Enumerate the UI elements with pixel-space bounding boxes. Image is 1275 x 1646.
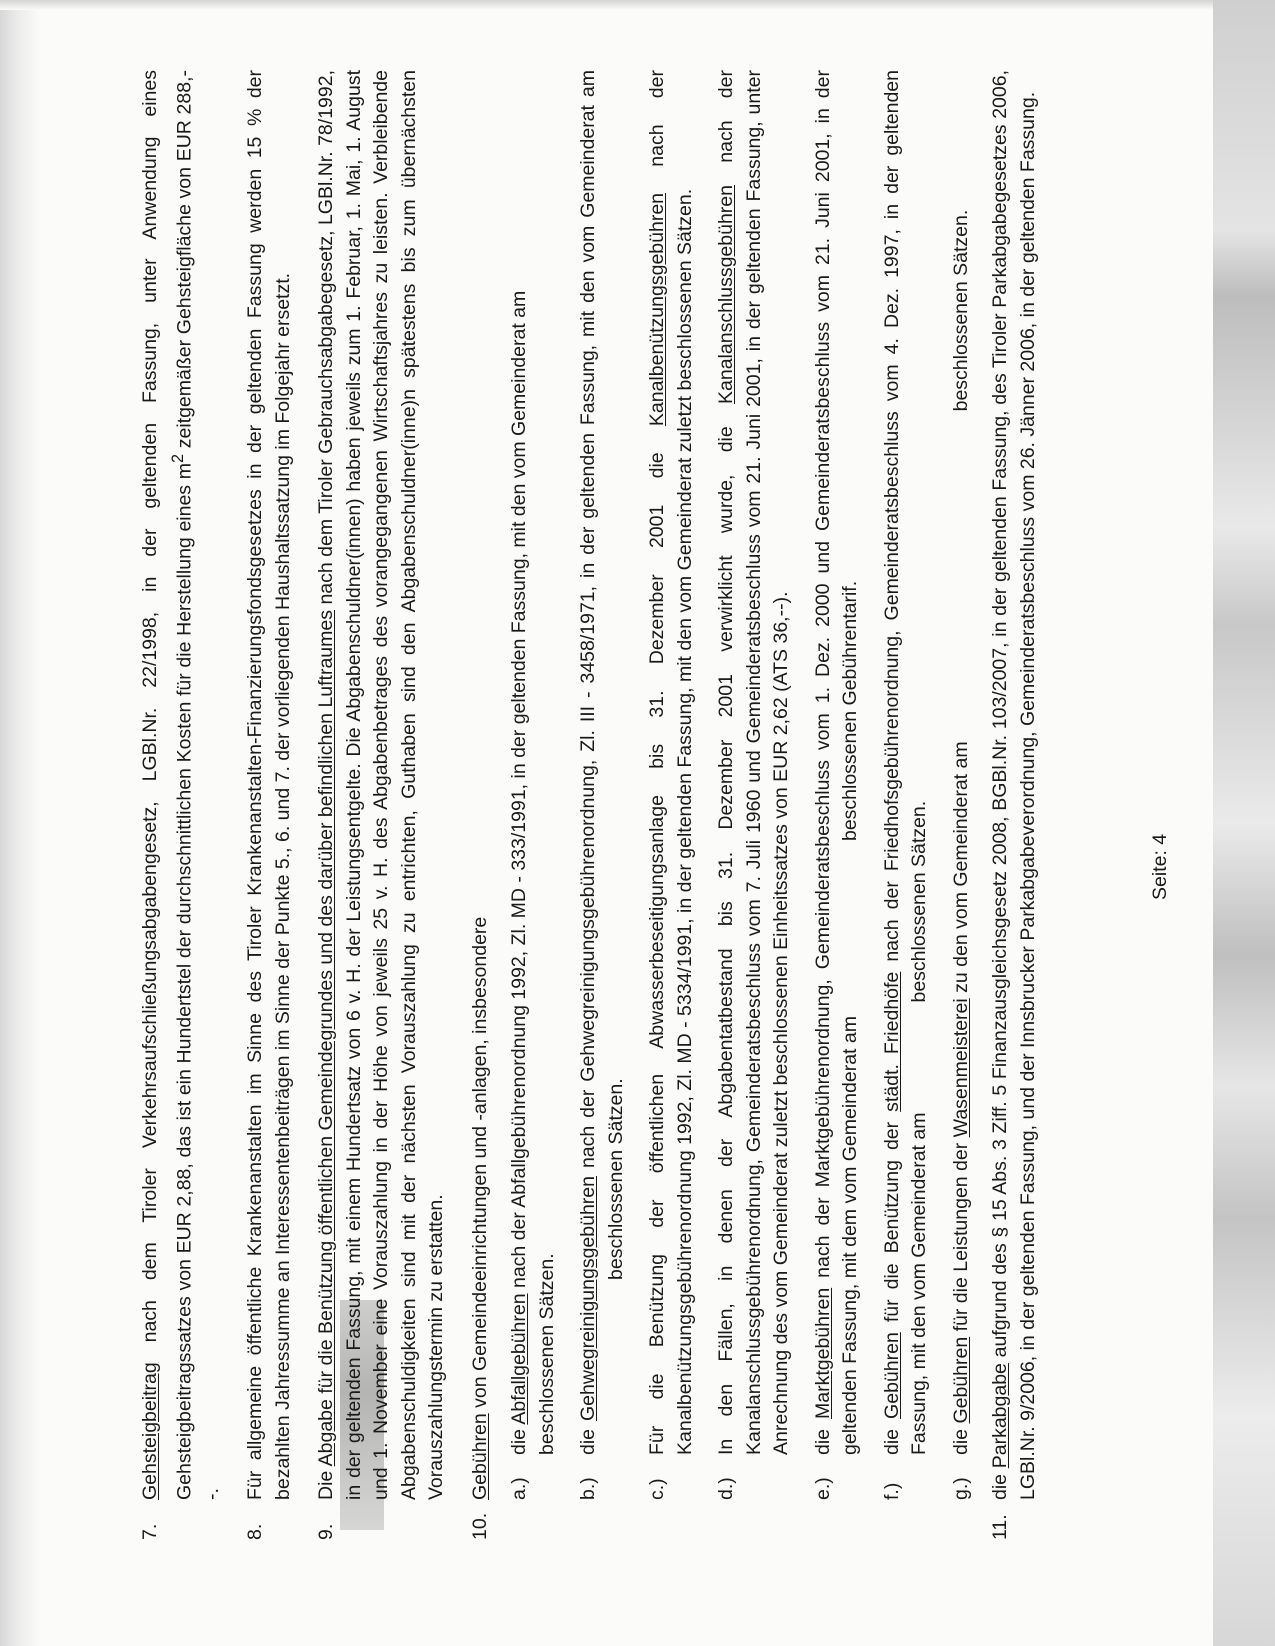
item-text: Gehsteigbeitrag nach dem Tiroler Verkehrsaufschließungsabgabengesetz, LGBl.Nr. 22/1998, in der geltenden Fassung, unter Anwendung eines Gehsteigbeitragssatzes von EUR 2,88, das ist ein Hundertstel der durchschnittlichen Kosten für die Herstellung eines $m^2$ zeitgemäßer Gehsteigfläche von EUR 288,--. — [139, 70, 223, 1500]
item-9 — [313, 70, 451, 1540]
item-number: 7. — [139, 1523, 161, 1540]
sub-item-d: d.) In den Fällen, in denen der Abgabentatbestand bis 31. Dezember 2001 verwirklicht wurde, die Kanalanschlussgebühren nach der Kanalanschlussgebührenordnung, Gemeinderatsbeschluss vom 7. Juli 1960 und Gemeinderatsbeschluss vom 21. Juni 2001, in der geltenden Fassung, unter Anrechnung des vom Gemeinderat zuletzt beschlossenen Einheitssatzes von EUR 2,62 (ATS 36,--). — [715, 70, 792, 1500]
item-number: 8. — [244, 1523, 266, 1540]
item-text: Die Abgabe für die Benützung öffentlichen Gemeindegrundes und des darüber befindlichen Luftraumes nach dem Tiroler Gebrauchsabgabegesetz, LGBl.Nr. 78/1992, in der geltenden Fassung, mit einem Hundertsatz von 6 v. H. der Leistungsentgelte. Die Abgabenschuldner(innen) haben jeweils zum 1. Februar, 1. Mai, 1. August und 1. November eine Vorauszahlung in der Höhe von jeweils 25 v. H. des Abgabenbetrages des vorangegangenen Wirtschaftsjahres zu leisten. Verbleibende Abgabenschuldigkeiten sind mit der nächsten Vorauszahlung zu entrichten, Guthaben sind den Abgabenschuldner(inne)n spätestens bis zum übernächsten Vorauszahlungstermin zu erstatten. — [315, 70, 447, 1500]
term-gebuehren-wasenmeisterei: Gebühren — [949, 1336, 972, 1424]
sub-item-a: a.) die Abfallgebühren nach der Abfallgebührenordnung 1992, Zl. MD - 333/1991, in der geltenden Fassung, mit den vom Gemeinderat am beschlossenen Sätzen. — [508, 290, 558, 1500]
term-staedt-friedhoefe: städt. Friedhöfe — [880, 971, 903, 1112]
item-8 — [242, 70, 297, 1540]
sub-item-g: g.) die Gebühren für die Leistungen der Wasenmeisterei zu den vom Gemeinderat ambeschlossenen Sätzen. — [949, 209, 972, 1500]
sub-item-c: c.) Für die Benützung der öffentlichen Abwasserbeseitigungsanlage bis 31. Dezember 2001 die Kanalbenützungsgebühren nach der Kanalbenützungsgebührenordnung 1992, Zl. MD - 5334/1991, in der geltenden Fassung, mit den vom Gemeinderat zuletzt beschlossenen Sätzen. — [646, 70, 696, 1500]
item-text: die Parkabgabe aufgrund des § 15 Abs. 3 Ziff. 5 Finanzausgleichsgesetz 2008, BGBl.Nr. 103/2007, in der geltenden Fassung, des Tiroler Parkabgabegesetzes 2006, LGBl.Nr. 9/2006, in der geltenden Fassung, und der Innsbrucker Parkabgabeverordnung, Gemeinderatsbeschluss vom 26. Jänner 2006, in der geltenden Fassung. — [989, 70, 1039, 1500]
term-gebrauchsabgabe: Abgabe für die Benützung öffentlichen Gemeindegrundes und des darüber befindlichen Luftraumes — [315, 610, 337, 1467]
item-number: 11. — [989, 1514, 1011, 1540]
term-wasenmeisterei: Wasenmeisterei — [949, 998, 972, 1138]
document-page — [137, 70, 1197, 1540]
sub-item-f: f.) die Gebühren für die Benützung der städt. Friedhöfe nach der Friedhofsgebührenordnung, Gemeinderatsbeschluss vom 4. Dez. 1997, in der geltenden Fassung, mit den vom Gemeinderat ambeschlossenen Sätzen. — [880, 70, 930, 1500]
term-gehsteigbeitrag: Gehsteigbeitrag — [139, 1362, 161, 1500]
item-number: 9. — [315, 1523, 337, 1540]
item-text: Für allgemeine öffentliche Krankenanstalten im Sinne des Tiroler Krankenanstalten-Finanzierungsfondsgesetzes in der geltenden Fassung werden 15 % der bezahlten Jahressumme an Interessentenbeiträgen im Sinne der Punkte 5., 6. und 7. der vorliegenden Haushaltssatzung im Folgejahr ersetzt. — [244, 70, 294, 1500]
term-parkabgabe: Parkabgabe — [989, 1363, 1011, 1469]
scan-edge-right — [1213, 0, 1275, 1646]
item-7 — [137, 70, 226, 1540]
term-kanalanschlussgebuehren: Kanalanschlussgebühren — [715, 185, 737, 404]
scan-edge-top — [0, 0, 1275, 10]
scan-edge-left — [0, 0, 40, 1646]
page-number: Seite: 4 — [1149, 833, 1171, 900]
sub-item-e: e.) die Marktgebühren nach der Marktgebührenordnung, Gemeinderatsbeschluss vom 1. Dez. 2000 und Gemeinderatsbeschluss vom 21. Juni 2001, in der geltenden Fassung, mit dem vom Gemeinderat ambeschlossenen Gebührentarif. — [811, 70, 861, 1500]
item-text: Gebühren von Gemeindeeinrichtungen und -anlagen, insbesondere a.) die Abfallgebühren nach der Abfallgebührenordnung 1992, Zl. MD - 333/1991, in der geltenden Fassung, mit den vom Gemeinderat am beschlossenen Sätzen. b.) die Gehwegreinigungsgebühren nach der Gehwegreinigungsgebührenordnung, Zl. III - 3458/1971, in der geltenden Fassung, mit den vom Gemeinderat ambeschlossenen Sätzen. c.) Für die Benützung der öffentlichen Abwasserbeseitigungsanlage bis 31. Dezember 2001 die Kanalbenützungsgebühren nach der Kanalbenützungsgebührenordnung 1992, Zl. MD - 5334/1991, in der geltenden Fassung, mit den vom Gemeinderat zuletzt beschlossenen Sätzen. d.) In den Fällen, in denen der Abgabentatbestand bis 31. Dezember 2001 verwirklicht wurde, die Kanalanschlussgebühren nach der Kanalanschlussgebührenordnung, Gemeinderatsbeschluss vom 7. Juli 1960 und Gemeinderatsbeschluss vom 21. Juni 2001, in der geltenden Fassung, unter Anrechnung des vom Gemeinderat zuletzt beschlossenen Einheitssatzes von EUR 2,62 (ATS 36,--). e.) die Marktgebühren nach der Marktgebührenordnung, Gemeinderatsbeschluss vom 1. Dez. 2000 und Gemeinderatsbeschluss vom 21. Juni 2001, in der geltenden Fassung, mit dem vom Gemeinderat ambeschlossenen Gebührentarif. f.) die Gebühren für die Benützung der städt. Friedhöfe nach der Friedhofsgebührenordnung, Gemeinderatsbeschluss vom 4. Dez. 1997, in der geltenden Fassung, mit den vom Gemeinderat ambeschlossenen Sätzen. g.) die Gebühren für die Leistungen der Wasenmeisterei zu den vom Gemeinderat ambeschlossenen Sätzen. — [467, 70, 976, 1500]
term-abfallgebuehren: Abfallgebühren — [508, 1293, 530, 1425]
sub-item-b: b.) die Gehwegreinigungsgebühren nach der Gehwegreinigungsgebührenordnung, Zl. III - 3458/1971, in der geltenden Fassung, mit den vom Gemeinderat ambeschlossenen Sätzen. — [577, 70, 627, 1500]
term-gebuehren: Gebühren — [468, 1413, 491, 1500]
item-10 — [467, 70, 976, 1540]
sub-list — [506, 70, 975, 1500]
term-gehwegreinigungsgebuehren: Gehwegreinigungsgebühren — [577, 1176, 599, 1422]
item-11 — [987, 70, 1042, 1540]
term-kanalbenuetzungsgebuehren: Kanalbenützungsgebühren — [646, 192, 668, 427]
item-number: 10. — [468, 1512, 491, 1540]
term-marktgebuehren: Marktgebühren — [811, 1287, 834, 1419]
term-gebuehren-friedhof: Gebühren — [880, 1332, 903, 1419]
